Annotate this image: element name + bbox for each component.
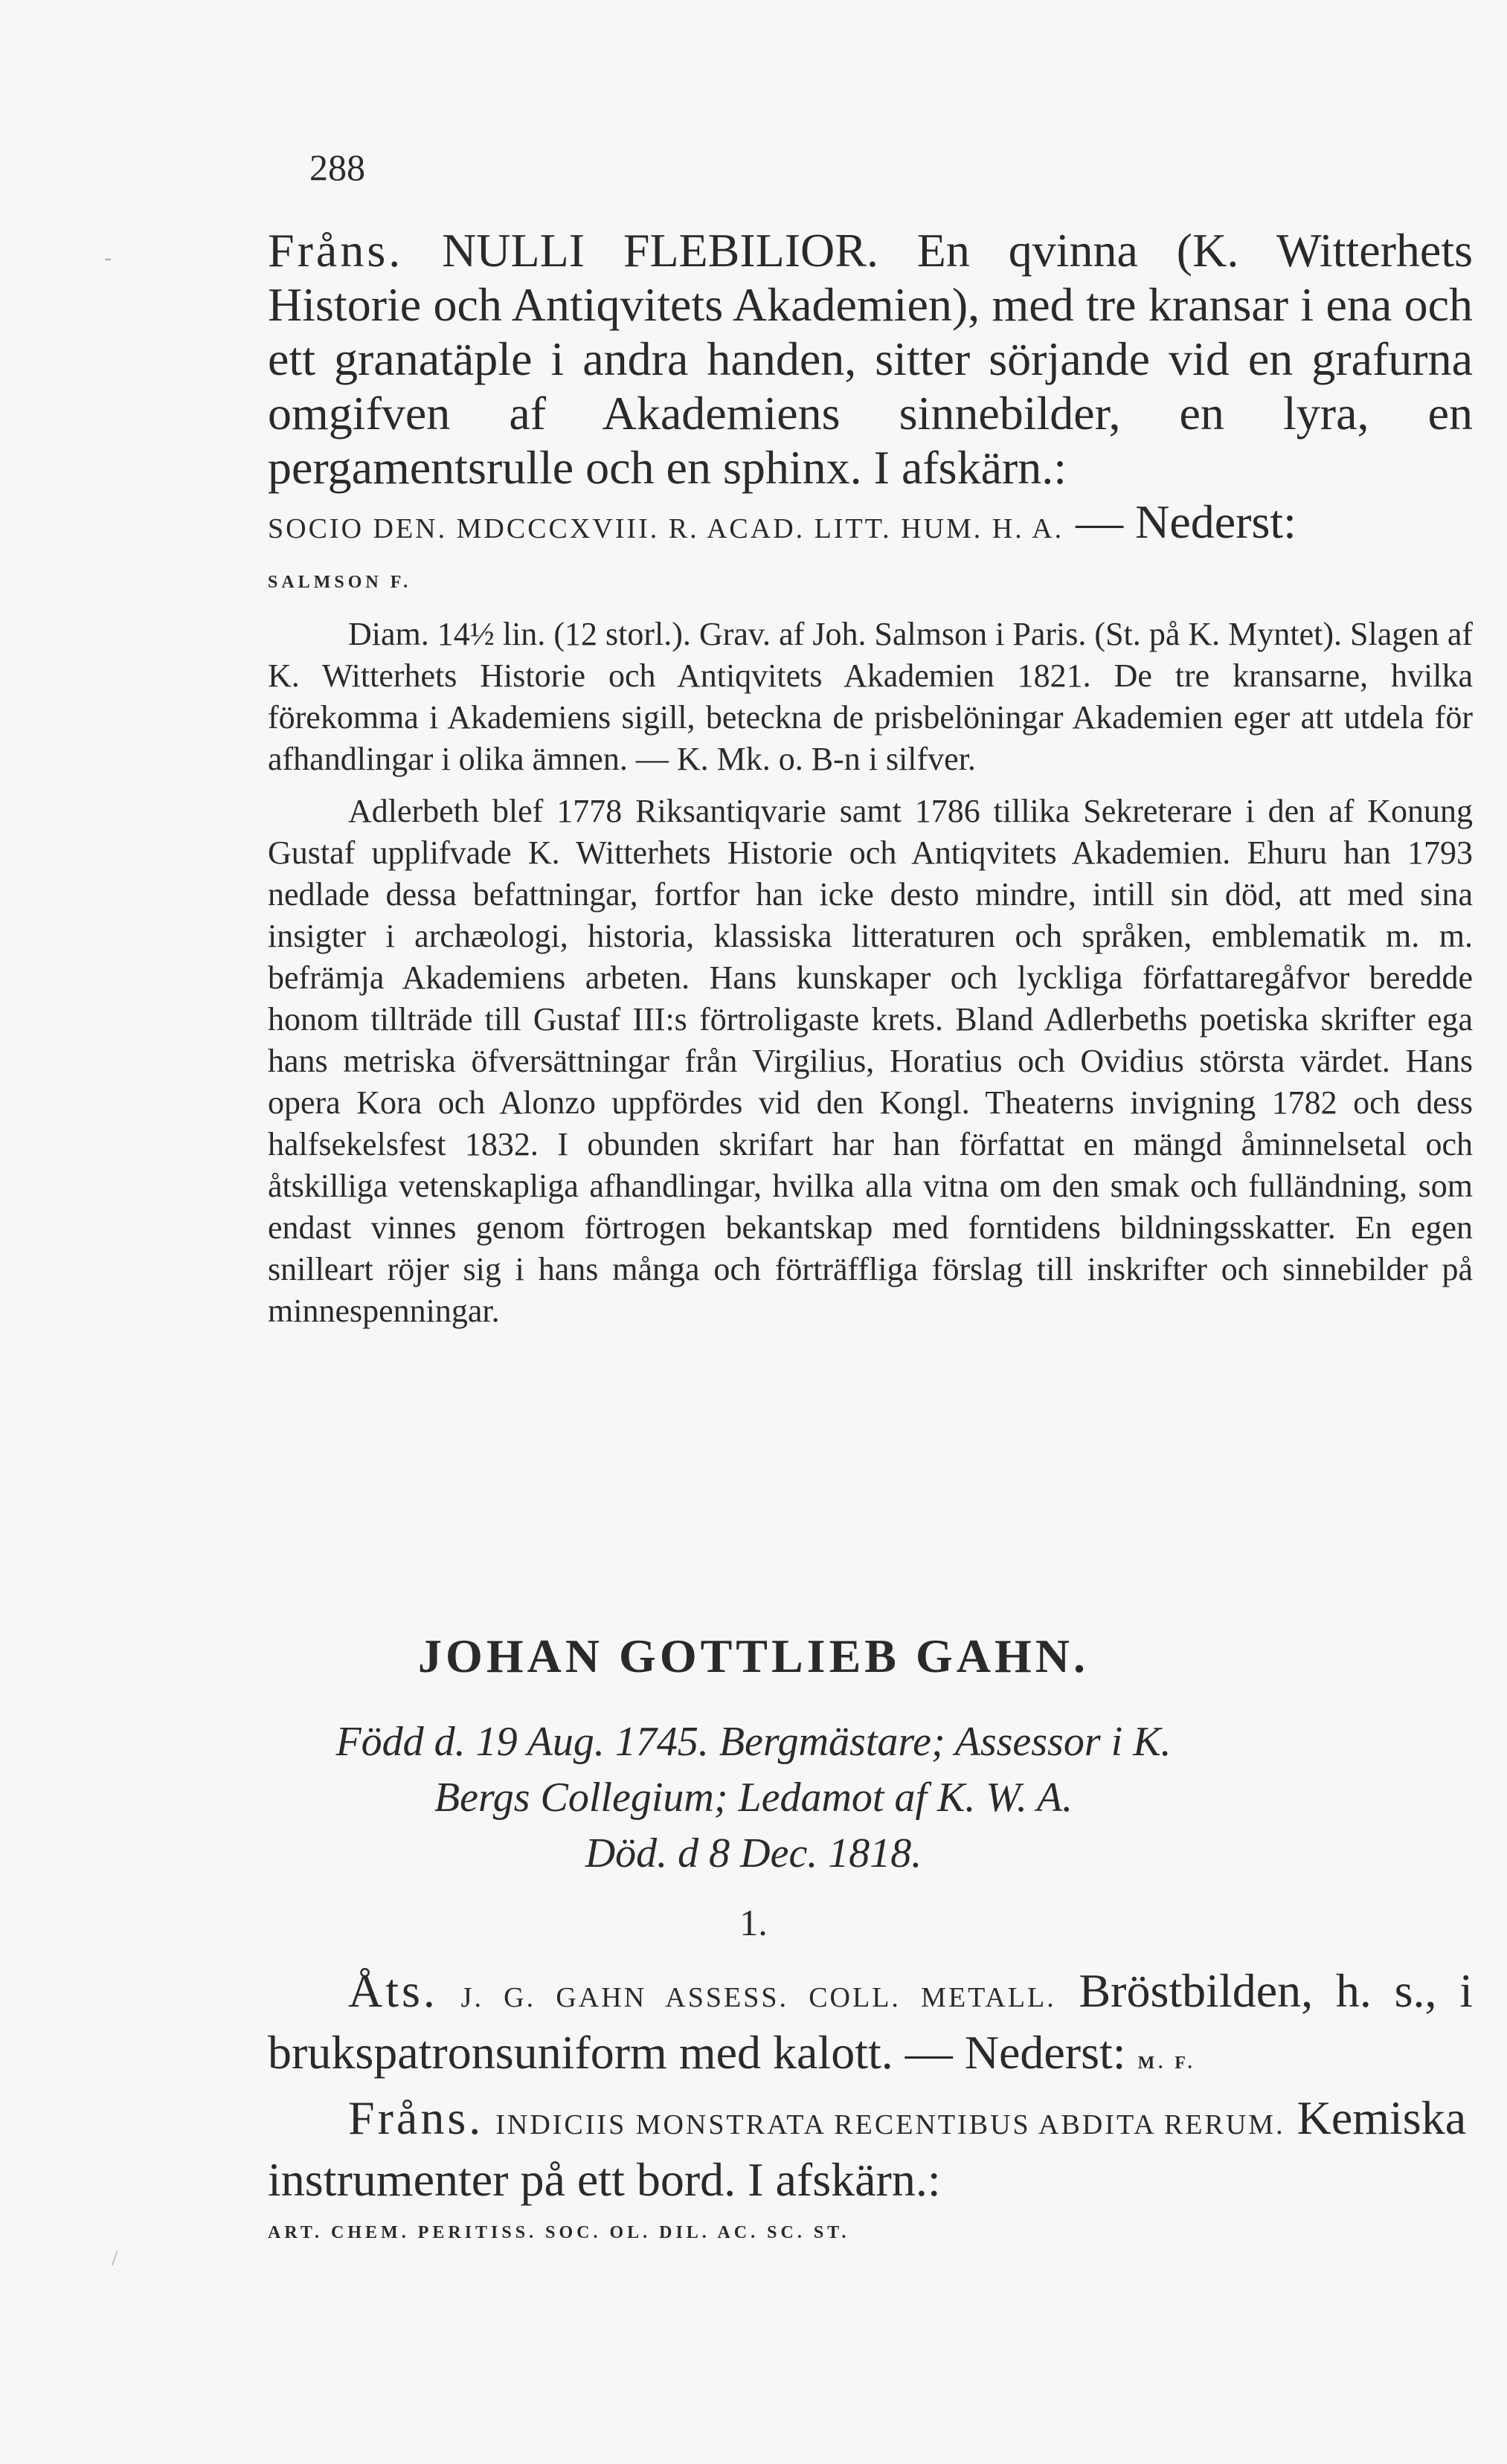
engraver-signature: SALMSON F. bbox=[268, 573, 412, 592]
margin-mark: / bbox=[112, 2246, 118, 2271]
reverse-text-gahn: Kemiska instrumenter på ett bord. I afskärn.: bbox=[268, 2091, 1467, 2206]
afskarn-line bbox=[268, 495, 1473, 556]
life-dates-line-2: Bergs Collegium; Ledamot af K. W. A. bbox=[434, 1775, 1073, 1821]
margin-mark: - bbox=[104, 245, 112, 270]
afskarn-line-gahn bbox=[268, 2207, 1473, 2254]
obverse-legend: J. G. GAHN ASSESS. COLL. METALL. bbox=[460, 1982, 1056, 2013]
life-dates-line-3: Död. d 8 Dec. 1818. bbox=[585, 1830, 922, 1876]
afskarn-inscription-gahn: ART. CHEM. PERITISS. SOC. OL. DIL. AC. SC. ST. bbox=[268, 2223, 850, 2242]
reverse-description-gahn bbox=[268, 2091, 1473, 2207]
medal-details-paragraph: Diam. 14½ lin. (12 storl.). Grav. af Joh. Salmson i Paris. (St. på K. Myntet). Slagen af K. Witterhets Historie och Antiqvitets Akademien 1821. De tre kransarne, hvilka förekomma i Akademiens sigill, beteckna de prisbelöningar Akademien eger att utdela för afhandlingar i olika ämnen. — K. Mk. o. B-n i silfver. bbox=[268, 616, 1473, 777]
section-title: JOHAN GOTTLIEB GAHN. bbox=[418, 1630, 1089, 1682]
reverse-description bbox=[268, 223, 1473, 495]
afskarn-inscription: SOCIO DEN. MDCCCXVIII. R. ACAD. LITT. HUM. H. A. bbox=[268, 513, 1064, 544]
ats-label: Åts. bbox=[348, 1964, 438, 2017]
page-number: 288 bbox=[309, 147, 365, 188]
frans-label-gahn: Fråns. bbox=[348, 2091, 484, 2144]
biography-paragraph: Adlerbeth blef 1778 Riksantiqvarie samt 1786 tillika Sekreterare i den af Konung Gustaf upplifvade K. Witterhets Historie och Antiqvitets Akademien. Ehuru han 1793 nedlade dessa befattningar, fortfor han icke desto mindre, intill sin död, att med sina insigter i archæologi, historia, klassiska litteraturen och språken, emblematik m. m. befrämja Akademiens arbeten. Hans kunskaper och lyckliga författaregåfvor beredde honom tillträde till Gustaf III:s förtroligaste krets. Bland Adlerbeths poetiska skrifter ega hans metriska öfversättningar från Virgilius, Horatius och Ovidius största värdet. Hans opera Kora och Alonzo uppfördes vid den Kongl. Theaterns invigning 1782 och dess halfsekelsfest 1832. I obunden skrifart har han författat en mängd åminnelsetal och åtskilliga vetenskapliga afhandlingar, hvilka alla vitna om den smak och fulländning, som endast vinnes genom förtrogen bekantskap med forntidens bildningsskatter. En egen snilleart röjer sig i hans många och förträffliga förslag till inskrifter och sinnebilder på minnespenningar. bbox=[268, 793, 1473, 1329]
medal-number: 1. bbox=[739, 1902, 768, 1943]
reverse-legend-gahn: INDICIIS MONSTRATA RECENTIBUS ABDITA RERUM. bbox=[495, 2109, 1285, 2140]
obverse-text: Bröstbilden, h. s., i brukspatronsuniform med kalott. — Nederst: bbox=[268, 1964, 1474, 2079]
medal-gahn-entry bbox=[268, 1963, 1473, 2254]
nederst-label: — Nederst: bbox=[1076, 495, 1296, 548]
medal-reverse-entry bbox=[268, 223, 1473, 1332]
reverse-text: NULLI FLEBILIOR. En qvinna (K. Witterhets Historie och Antiqvitets Akademien), med tre kransar i ena och ett granatäple i andra handen, sitter sörjande vid en grafurna omgifven af Akademiens sinnebilder, en lyra, en pergamentsrulle och en sphinx. I afskärn.: bbox=[268, 224, 1474, 494]
obverse-description bbox=[268, 1963, 1473, 2091]
engraver-signature-line bbox=[268, 556, 1473, 603]
life-dates-line-1: Född d. 19 Aug. 1745. Bergmästare; Assessor i K. bbox=[335, 1719, 1172, 1765]
frans-label: Fråns. bbox=[268, 224, 404, 277]
obverse-signature: M. F. bbox=[1137, 2053, 1196, 2073]
